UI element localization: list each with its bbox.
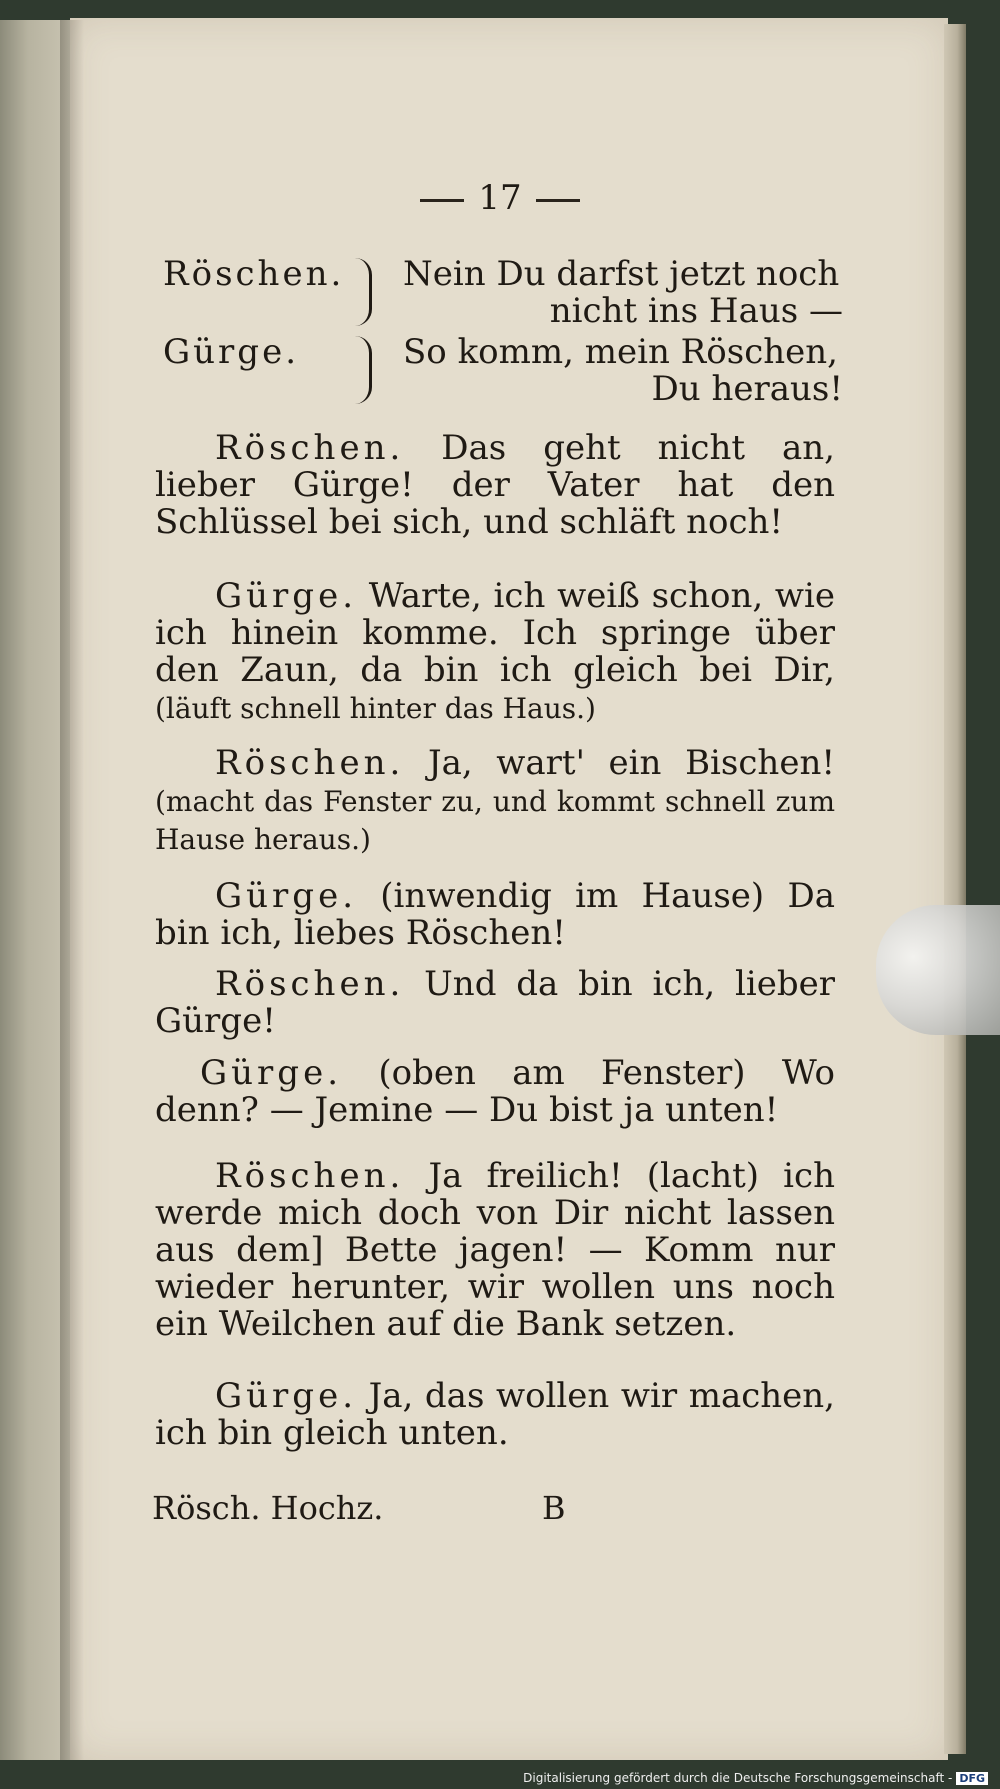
dialogue-text: (oben am Fenster) Wo denn? — Jemine — Du bist ja unten! — [155, 1053, 836, 1130]
page-footer — [152, 1490, 752, 1527]
digitization-credit — [523, 1771, 988, 1785]
dialogue-text: (inwendig im Hause) Da bin ich, liebes Röschen! — [155, 876, 835, 953]
speaker-name: Gürge. — [215, 876, 358, 916]
duet-line: Du heraus! — [651, 369, 843, 409]
duet-line: nicht ins Haus — — [549, 291, 843, 331]
spine-shadow — [60, 20, 84, 1760]
duet-lines — [403, 256, 843, 330]
speaker-name: Röschen. — [163, 254, 345, 294]
dialogue-paragraph — [155, 430, 835, 541]
page-number-dash-left — [420, 199, 464, 202]
dialogue-text: Und da bin ich, lieber Gürge! — [155, 964, 836, 1041]
signature-mark: B — [542, 1489, 566, 1527]
credit-text: Digitalisierung gefördert durch die Deutsche Forschungsgemeinschaft - — [523, 1771, 953, 1785]
dialogue-paragraph — [155, 878, 835, 952]
stage-direction: (läuft schnell hinter das Haus.) — [155, 692, 596, 725]
speaker-name: Gürge. — [200, 1053, 343, 1093]
speaker-name: Gürge. — [163, 332, 300, 372]
stage-direction: (macht das Fenster zu, und kommt schnell zum Hause heraus.) — [155, 785, 835, 856]
speaker-name: Gürge. — [215, 576, 358, 616]
page-number-dash-right — [536, 199, 580, 202]
duet-line: So komm, mein Röschen, — [403, 332, 838, 372]
duet-row — [163, 334, 843, 412]
brace — [355, 258, 372, 326]
catchword: Rösch. Hochz. — [152, 1489, 384, 1527]
dialogue-paragraph — [155, 966, 835, 1040]
dialogue-text: Ja, wart' ein Bischen! — [427, 743, 835, 783]
speaker-name: Gürge. — [215, 1376, 358, 1416]
speaker-name: Röschen. — [215, 964, 405, 1004]
page-number-value: 17 — [478, 178, 522, 218]
dialogue-paragraph — [155, 578, 835, 727]
duet-line: Nein Du darfst jetzt noch — [403, 254, 840, 294]
page-stack-edge — [944, 24, 966, 1754]
dialogue-text: Ja freilich! (lacht) ich werde mich doch von Dir nicht lassen aus dem] Bette jagen! — Komm nur wieder herunter, wir wollen uns noch ein Weilchen auf die Bank setzen. — [155, 1156, 835, 1344]
brace — [355, 336, 372, 404]
dfg-logo: DFG — [956, 1772, 988, 1785]
duet-block — [163, 256, 843, 412]
dialogue-text: Das geht nicht an, lieber Gürge! der Vater hat den Schlüssel bei sich, und schläft noch! — [155, 428, 835, 542]
dialogue-paragraph — [155, 1158, 835, 1343]
dialogue-text: Warte, ich weiß schon, wie ich hinein komme. Ich springe über den Zaun, da bin ich gleich bei Dir, — [155, 576, 835, 690]
speaker-name: Röschen. — [215, 743, 405, 783]
dialogue-paragraph — [155, 1055, 835, 1129]
page-number — [0, 180, 1000, 217]
dialogue-text: Ja, das wollen wir machen, ich bin gleich unten. — [155, 1376, 835, 1453]
page-clip — [876, 905, 1000, 1035]
speaker-name: Röschen. — [215, 1156, 405, 1196]
dialogue-paragraph — [155, 745, 835, 858]
duet-row — [163, 256, 843, 334]
duet-lines — [403, 334, 843, 408]
speaker-name: Röschen. — [215, 428, 405, 468]
dialogue-paragraph — [155, 1378, 835, 1452]
